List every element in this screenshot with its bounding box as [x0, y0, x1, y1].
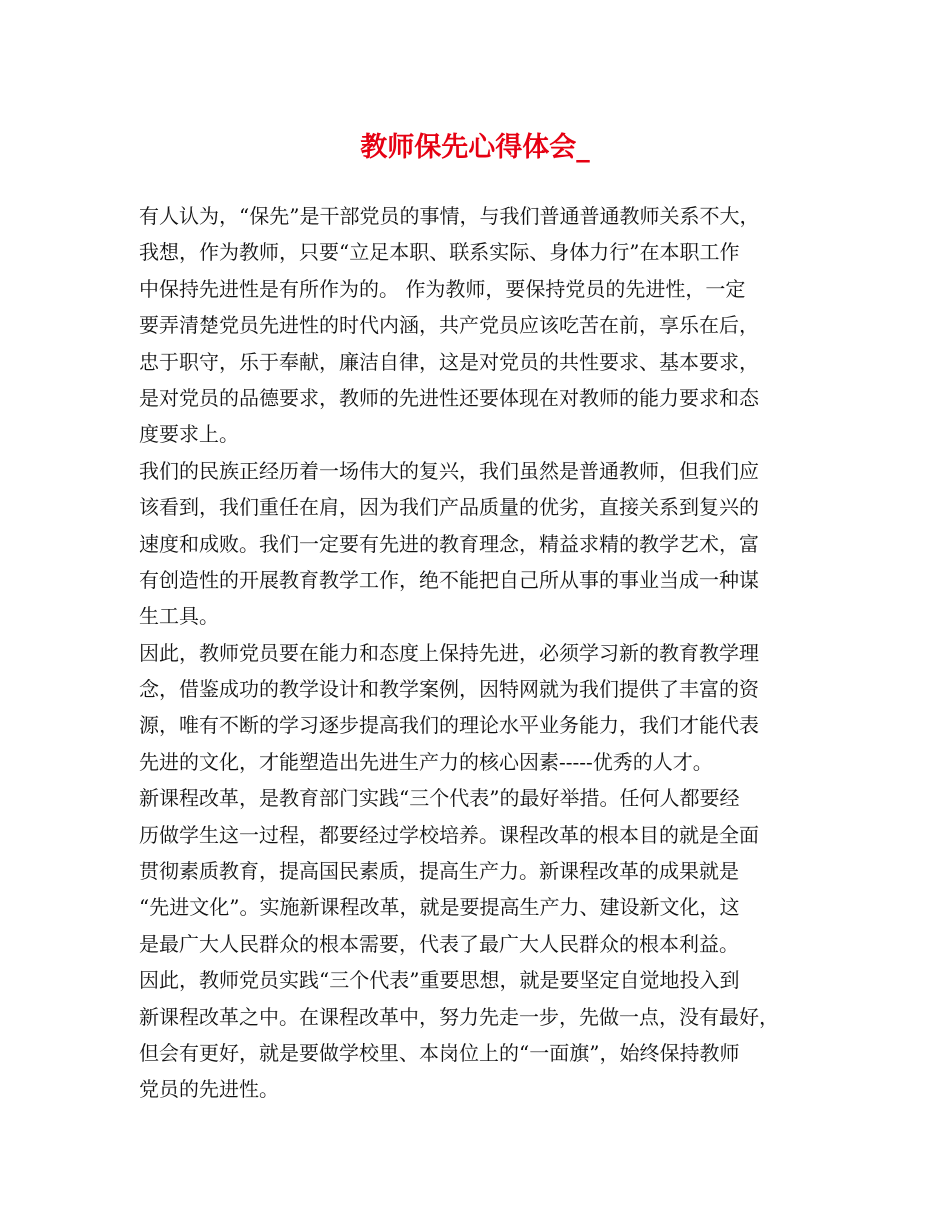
text-line: 新课程改革之中。在课程改革中，努力先走一步，先做一点，没有最好，	[139, 1004, 779, 1029]
text-line: 但会有更好，就是要做学校里、本岗位上的“一面旗”，始终保持教师	[139, 1040, 740, 1065]
text-line: 生工具。	[139, 604, 219, 629]
text-line: 该看到，我们重任在肩，因为我们产品质量的优劣，直接关系到复兴的	[139, 495, 759, 520]
text-line: “先进文化”。实施新课程改革，就是要提高生产力、建设新文化，这	[139, 895, 740, 920]
text-line: 度要求上。	[139, 422, 239, 447]
text-line: 源，唯有不断的学习逐步提高我们的理论水平业务能力，我们才能代表	[139, 713, 759, 738]
text-line: 是对党员的品德要求，教师的先进性还要体现在对教师的能力要求和态	[139, 385, 759, 410]
text-line: 我想，作为教师，只要“立足本职、联系实际、身体力行”在本职工作	[139, 240, 740, 265]
text-line: 先进的文化，才能塑造出先进生产力的核心因素-----优秀的人才。	[139, 749, 713, 774]
text-line: 新课程改革，是教育部门实践“三个代表”的最好举措。任何人都要经	[139, 786, 740, 811]
text-line: 有人认为，“保先”是干部党员的事情，与我们普通普通教师关系不大，	[139, 204, 760, 228]
text-line: 是最广大人民群众的根本需要，代表了最广大人民群众的根本利益。	[139, 931, 739, 956]
text-line: 贯彻素质教育，提高国民素质，提高生产力。新课程改革的成果就是	[139, 859, 739, 884]
text-line: 我们的民族正经历着一场伟大的复兴，我们虽然是普通教师，但我们应	[139, 458, 759, 483]
text-line: 要弄清楚党员先进性的时代内涵，共产党员应该吃苦在前，享乐在后，	[139, 313, 759, 338]
document-title: 教师保先心得体会_	[360, 132, 590, 163]
text-line: 因此，教师党员要在能力和态度上保持先进，必须学习新的教育教学理	[139, 640, 759, 665]
text-line: 有创造性的开展教育教学工作，绝不能把自己所从事的事业当成一种谋	[139, 567, 759, 592]
text-line: 因此，教师党员实践“三个代表”重要思想，就是要坚定自觉地投入到	[139, 968, 740, 993]
text-line: 历做学生这一过程，都要经过学校培养。课程改革的根本目的就是全面	[139, 822, 759, 847]
text-line: 速度和成败。我们一定要有先进的教育理念，精益求精的教学艺术，富	[139, 531, 759, 556]
text-line: 忠于职守，乐于奉献，廉洁自律，这是对党员的共性要求、基本要求，	[139, 349, 759, 374]
text-line: 中保持先进性是有所作为的。 作为教师，要保持党员的先进性，一定	[139, 276, 746, 301]
text-line: 念，借鉴成功的教学设计和教学案例，因特网就为我们提供了丰富的资	[139, 677, 759, 702]
text-line: 党员的先进性。	[139, 1077, 279, 1102]
document-body	[139, 198, 829, 1108]
